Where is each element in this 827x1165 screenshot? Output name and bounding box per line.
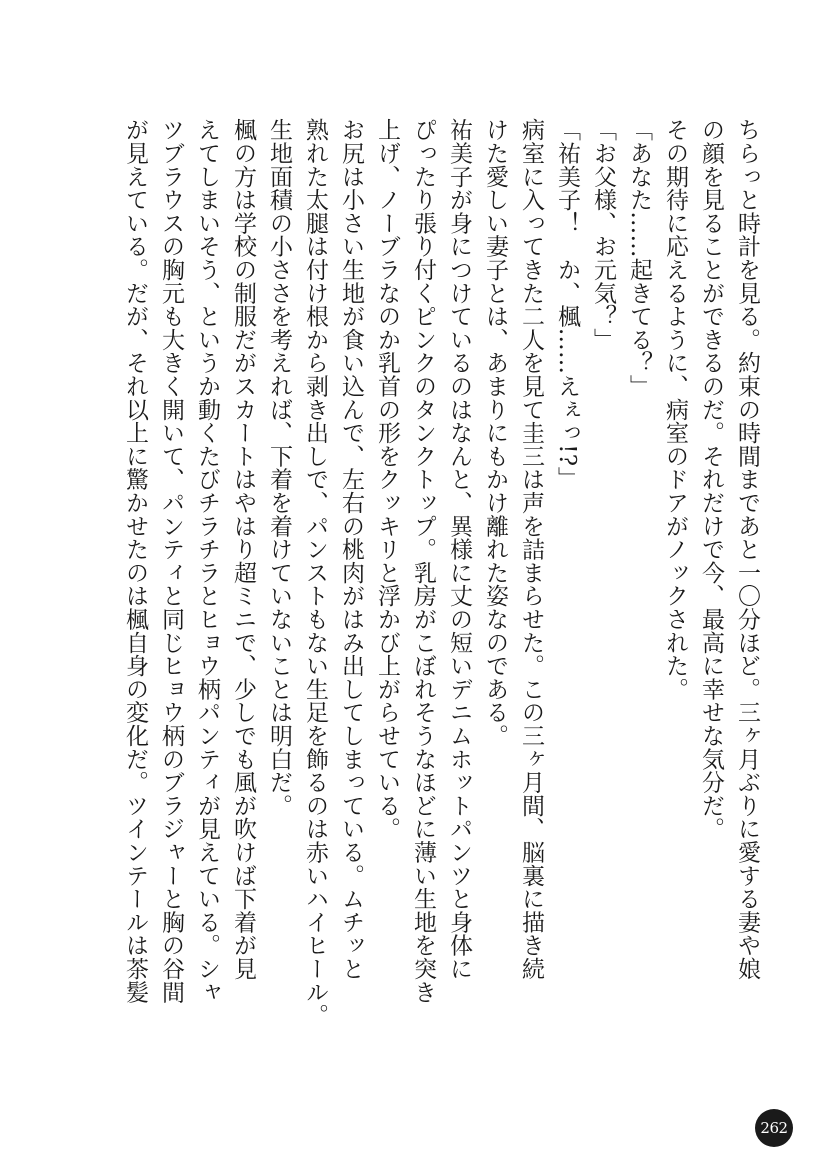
text-line: ぴったり張り付くピンクのタンクトップ。乳房がこぼれそうなほどに薄い生地を突き [410,118,436,1004]
text-line: の顔を見ることができるのだ。それだけで今、最高に幸せな気分だ。 [698,118,724,841]
text-line: その期待に応えるように、病室のドアがノックされた。 [662,118,688,701]
text-line: 上げ、ノーブラなのか乳首の形をクッキリと浮かび上がらせている。 [374,118,400,841]
text-line: ツブラウスの胸元も大きく開いて、パンティと同じヒョウ柄のブラジャーと胸の谷間 [158,118,184,1004]
page-number-badge: 262 [755,1109,793,1147]
vertical-text-body [105,118,765,1044]
text-line: 「お父様、お元気？」 [590,118,616,351]
text-line: ちらっと時計を見る。約束の時間まであと一〇分ほど。三ヶ月ぶりに愛する妻や娘 [734,118,760,981]
text-line: が見えている。だが、それ以上に驚かせたのは楓自身の変化だ。ツインテールは茶髪 [122,118,148,1004]
text-line: えてしまいそう、というか動くたびチラチラとヒョウ柄パンティが見えている。シャ [194,118,220,1004]
text-line: 「あなた……起きてる？」 [626,118,652,398]
text-line: 熟れた太腿は付け根から剥き出しで、パンストもない生足を飾るのは赤いハイヒール。 [302,118,328,1027]
text-line: 生地面積の小ささを考えれば、下着を着けていないことは明白だ。 [266,118,292,817]
text-line: 祐美子が身につけているのはなんと、異様に丈の短いデニムホットパンツと身体に [446,118,472,981]
text-line: 「祐美子！ か、楓……えぇっ!?」 [554,118,580,490]
text-line: お尻は小さい生地が食い込んで、左右の桃肉がはみ出してしまっている。ムチッと [338,118,364,981]
text-line: けた愛しい妻子とは、あまりにもかけ離れた姿なのである。 [482,118,508,748]
text-line: 病室に入ってきた二人を見て圭三は声を詰まらせた。この三ヶ月間、脳裏に描き続 [518,118,544,981]
text-line: 楓の方は学校の制服だがスカートはやはり超ミニで、少しでも風が吹けば下着が見 [230,118,256,981]
